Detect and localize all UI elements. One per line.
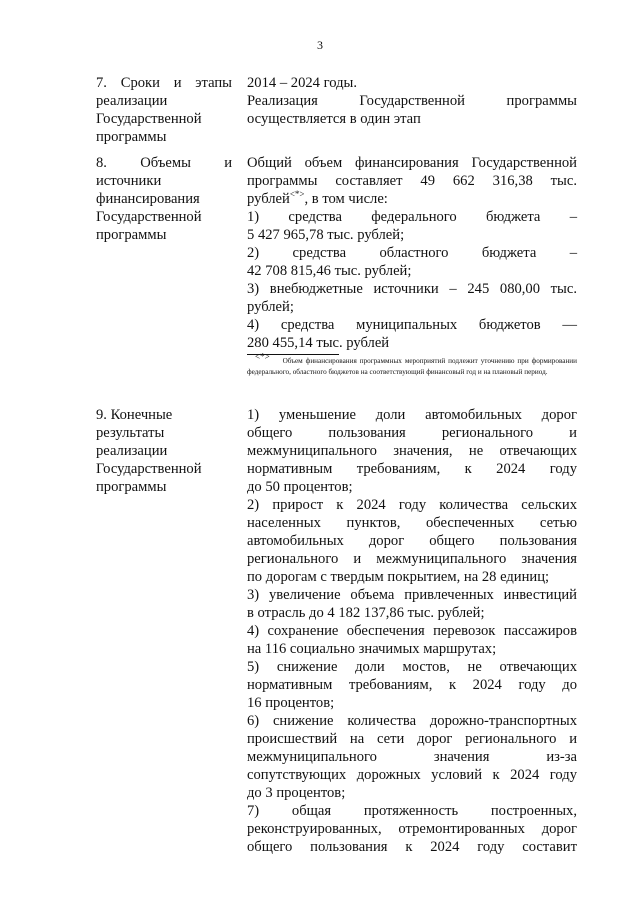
rubles-word: рублей — [247, 191, 290, 207]
funding-item-line: 280 455,14 тыс. рублей — [247, 335, 390, 351]
result-item-line: автомобильных дорог общего пользования — [247, 533, 577, 549]
label-line: 7. Сроки и этапы — [96, 75, 232, 91]
label-line: Государственной — [96, 461, 202, 477]
section-7-label — [96, 74, 232, 146]
section-9-label — [96, 406, 232, 496]
footnote-mark: <*> — [255, 351, 270, 362]
result-item-line: 6) снижение количества дорожно-транспортных — [247, 713, 577, 729]
section-8-content — [247, 154, 577, 352]
label-line: результаты — [96, 425, 165, 441]
result-item-line: общего пользования к 2024 году составит — [247, 839, 577, 855]
label-line: программы — [96, 479, 167, 495]
result-item-line: 1) уменьшение доли автомобильных дорог — [247, 407, 577, 423]
result-item-line: до 3 процентов; — [247, 785, 346, 801]
label-line: источники — [96, 173, 162, 189]
footnote-text: Объем финансирования программных мероприятий подлежит уточнению при формировании федерального, областного бюджетов на соответствующий финансовый год и на плановый период. — [247, 357, 577, 376]
footnote — [247, 351, 577, 378]
result-item-line: общего пользования регионального и — [247, 425, 577, 441]
label-line: программы — [96, 227, 167, 243]
content-line: Общий объем финансирования Государственной — [247, 155, 577, 171]
section-9-content — [247, 406, 577, 856]
result-item-line: 3) увеличение объема привлеченных инвестиций — [247, 587, 577, 603]
section-8-label — [96, 154, 232, 244]
funding-item-line: 42 708 815,46 тыс. рублей; — [247, 263, 412, 279]
content-line: осуществляется в один этап — [247, 111, 421, 127]
funding-item-line: 3) внебюджетные источники – 245 080,00 тыс. — [247, 281, 577, 297]
page-number: 3 — [317, 38, 323, 52]
result-item-line: 2) прирост к 2024 году количества сельских — [247, 497, 577, 513]
result-item-line: на 116 социально значимых маршрутах; — [247, 641, 497, 657]
result-item-line: реконструированных, отремонтированных дорог — [247, 821, 577, 837]
result-item-line: нормативным требованиям, к 2024 году до — [247, 677, 577, 693]
result-item-line: по дорогам с твердым покрытием, на 28 единиц; — [247, 569, 550, 585]
label-line: 8. Объемы и — [96, 155, 232, 171]
label-line: 9. Конечные — [96, 407, 173, 423]
result-item-line: 4) сохранение обеспечения перевозок пассажиров — [247, 623, 577, 639]
content-line — [247, 190, 577, 208]
result-item-line: межмуниципального значения из-за — [247, 749, 577, 765]
content-line: 2014 – 2024 годы. — [247, 75, 357, 91]
label-line: реализации — [96, 93, 168, 109]
funding-item-line: 4) средства муниципальных бюджетов — — [247, 317, 577, 333]
result-item-line: происшествий на сети дорог регионального и — [247, 731, 577, 747]
label-line: Государственной — [96, 111, 202, 127]
result-item-line: 16 процентов; — [247, 695, 335, 711]
label-line: Государственной — [96, 209, 202, 225]
label-line: финансирования — [96, 191, 200, 207]
content-line: Реализация Государственной программы — [247, 93, 577, 109]
result-item-line: межмуниципального значения, не отвечающих — [247, 443, 577, 459]
result-item-line: до 50 процентов; — [247, 479, 353, 495]
label-line: программы — [96, 129, 167, 145]
intro-tail: , в том числе: — [304, 191, 388, 207]
result-item-line: нормативным требованиям, к 2024 году — [247, 461, 577, 477]
result-item-line: 5) снижение доли мостов, не отвечающих — [247, 659, 577, 675]
funding-item-line: 1) средства федерального бюджета – — [247, 209, 577, 225]
funding-item-line: 5 427 965,78 тыс. рублей; — [247, 227, 405, 243]
label-line: реализации — [96, 443, 168, 459]
footnote-reference: <*> — [289, 189, 305, 200]
result-item-line: 7) общая протяженность построенных, — [247, 803, 577, 819]
result-item-line: регионального и межмуниципального значения — [247, 551, 577, 567]
result-item-line: населенных пунктов, обеспеченных сетью — [247, 515, 577, 531]
result-item-line: в отрасль до 4 182 137,86 тыс. рублей; — [247, 605, 485, 621]
content-line: программы составляет 49 662 316,38 тыс. — [247, 173, 577, 189]
funding-item-line: 2) средства областного бюджета – — [247, 245, 577, 261]
funding-item-line: рублей; — [247, 299, 294, 315]
result-item-line: сопутствующих дорожных условий к 2024 году — [247, 767, 577, 783]
section-7-content — [247, 74, 577, 128]
